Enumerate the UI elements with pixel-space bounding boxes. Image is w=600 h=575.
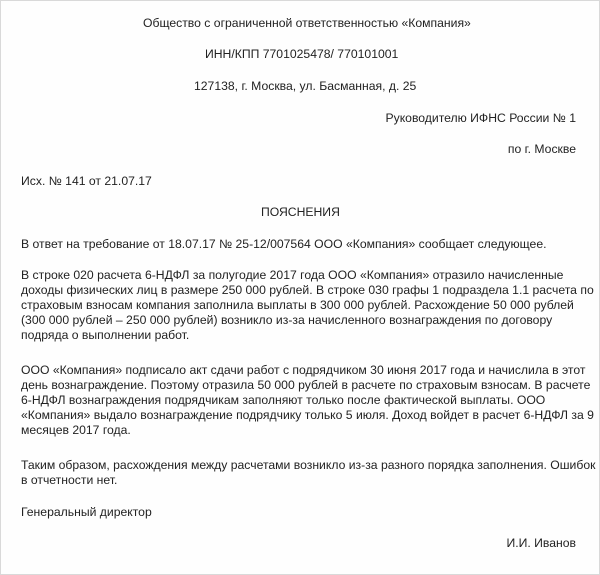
outgoing-reference: Исх. № 141 от 21.07.17: [21, 174, 152, 188]
document-title: ПОЯСНЕНИЯ: [261, 205, 340, 219]
paragraph-line: ООО «Компания» подписало акт сдачи работ с подрядчиком 30 июня 2017 года и начислила в этот: [21, 363, 586, 377]
recipient-line-1: Руководителю ИФНС России № 1: [385, 111, 576, 125]
paragraph-line: месяцев 2017 года.: [21, 423, 131, 437]
paragraph-line: день вознаграждение. Поэтому отразила 50 000 рублей в расчете по страховым взносам. В расчете: [21, 378, 591, 392]
paragraph-1: [21, 237, 577, 252]
company-name: Общество с ограниченной ответственностью «Компания»: [143, 16, 471, 30]
signatory-position: Генеральный директор: [21, 505, 152, 519]
paragraph-4: [21, 458, 596, 488]
company-address: 127138, г. Москва, ул. Басманная, д. 25: [194, 79, 417, 93]
paragraph-3: [21, 363, 594, 438]
paragraph-line: «Компания» выдало вознаграждение подрядчику только 5 июля. Доход войдет в расчет 6-НДФЛ за 9: [21, 408, 594, 422]
inn-kpp: ИНН/КПП 7701025478/ 770101001: [205, 47, 399, 61]
paragraph-line: (300 000 рублей – 250 000 рублей) возникло из-за начисленного вознаграждения по договору: [21, 313, 553, 327]
paragraph-line: в отчетности нет.: [21, 473, 118, 487]
paragraph-line: В ответ на требование от 18.07.17 № 25-12/007564 ООО «Компания» сообщает следующее.: [21, 237, 547, 251]
paragraph-line: доходы физических лиц в размере 250 000 рублей. В строке 030 графы 1 подраздела 1.1 расчета по: [21, 283, 594, 297]
paragraph-line: В строке 020 расчета 6-НДФЛ за полугодие 2017 года ООО «Компания» отразило начисленные: [21, 268, 564, 282]
paragraph-line: 6-НДФЛ вознаграждения подрядчикам заполняют только после фактической выплаты. ООО: [21, 393, 546, 407]
paragraph-2: [21, 268, 594, 343]
paragraph-line: Таким образом, расхождения между расчетами возникло из-за разного порядка заполнения. Ошибок: [21, 458, 596, 472]
signatory-name: И.И. Иванов: [506, 536, 576, 550]
recipient-line-2: по г. Москве: [507, 142, 576, 156]
paragraph-line: подряда о выполнении работ.: [21, 328, 190, 342]
paragraph-line: страховым взносам компания заполнила выплаты в 300 000 рублей. Расхождение 50 000 рублей: [21, 298, 574, 312]
